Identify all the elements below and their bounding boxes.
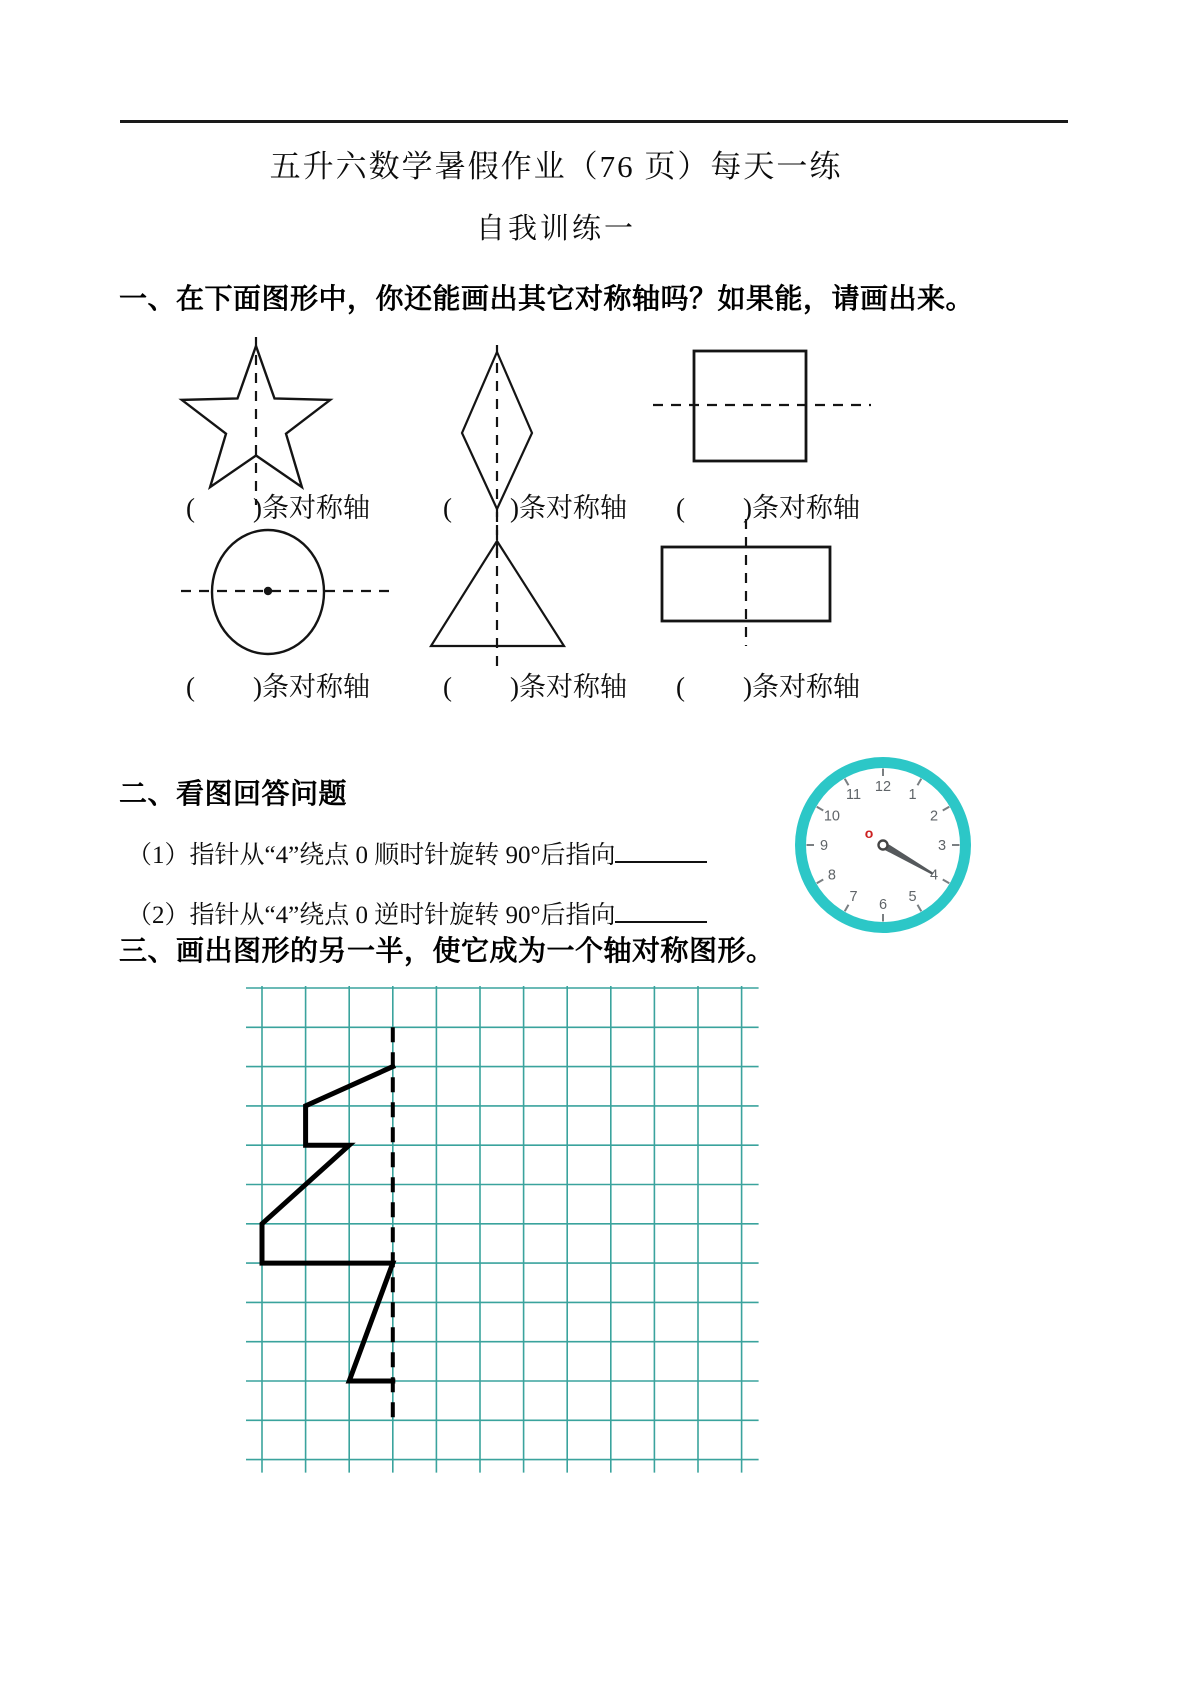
rectangle-figure (662, 519, 830, 646)
symmetry-count-label-square: ( )条对称轴 (676, 493, 860, 523)
clock-number: 3 (937, 838, 947, 854)
star-figure (182, 337, 330, 505)
section3-heading: 三、画出图形的另一半，使它成为一个轴对称图形。 (119, 935, 775, 966)
clock-number: 4 (930, 867, 939, 884)
section2-heading: 二、看图回答问题 (119, 778, 348, 809)
clock-number: 10 (823, 808, 840, 825)
clock-number: 11 (845, 786, 862, 803)
clock-pivot (879, 841, 888, 850)
clock (795, 757, 971, 933)
clock-center-point-label: o (864, 825, 874, 841)
rhombus-figure (462, 345, 532, 556)
symmetry-count-label-star: ( )条对称轴 (186, 493, 370, 523)
clock-number: 5 (908, 889, 917, 906)
question-2-text: （2）指针从“4”绕点 0 逆时针旋转 90°后指向 (127, 902, 616, 929)
circle-figure (181, 530, 389, 654)
page-title: 五升六数学暑假作业（76 页）每天一练 (269, 149, 843, 184)
clock-number: 8 (827, 867, 836, 884)
triangle-figure (431, 512, 564, 668)
page-subtitle: 自我训练一 (475, 213, 636, 245)
square-figure (653, 351, 871, 461)
clock-number: 9 (819, 838, 829, 854)
symmetry-count-label-circle: ( )条对称轴 (186, 672, 370, 702)
clock-number: 1 (908, 786, 917, 803)
rhombus-shape (462, 352, 532, 509)
symmetry-grid (246, 986, 759, 1473)
symmetry-count-label-triangle: ( )条对称轴 (443, 672, 627, 702)
question-1-text: （1）指针从“4”绕点 0 顺时针旋转 90°后指向 (127, 842, 616, 869)
symmetry-count-label-rectangle: ( )条对称轴 (676, 672, 860, 702)
clock-number: 6 (878, 897, 888, 913)
circle-center-dot (264, 587, 272, 595)
clock-number: 7 (849, 889, 858, 906)
clock-number: 2 (930, 808, 939, 825)
section1-heading: 一、在下面图形中，你还能画出其它对称轴吗？如果能，请画出来。 (119, 283, 975, 314)
clock-number: 12 (874, 779, 892, 795)
symmetry-count-label-rhombus: ( )条对称轴 (443, 493, 627, 523)
